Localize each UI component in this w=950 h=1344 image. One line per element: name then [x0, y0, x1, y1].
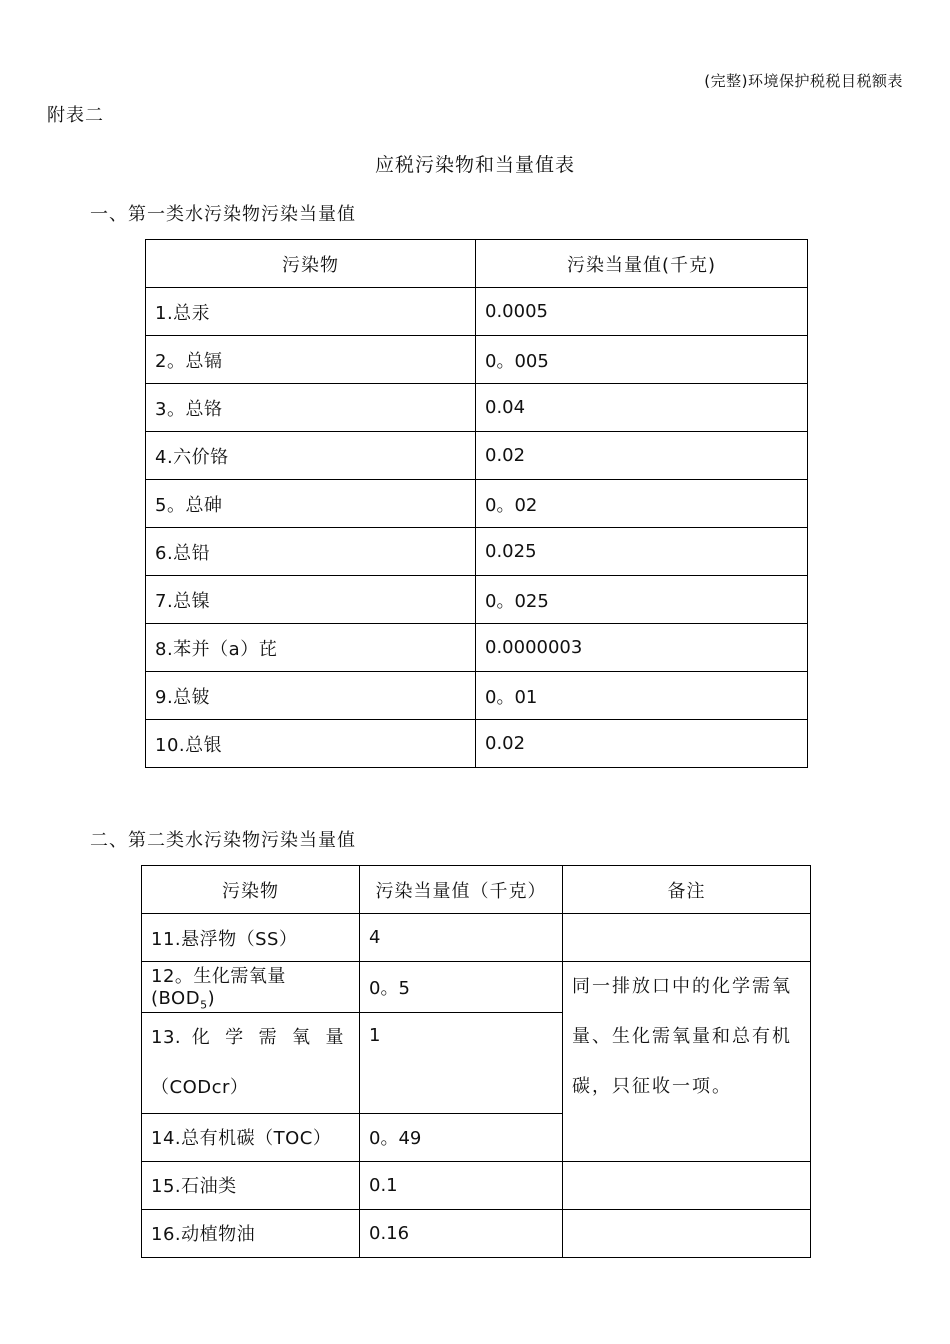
equivalent-value: 0。025 [476, 576, 808, 624]
equivalent-value: 0.04 [476, 384, 808, 432]
equivalent-value: 0.02 [476, 432, 808, 480]
equivalent-value: 0.1 [360, 1161, 563, 1209]
table-row [142, 1161, 811, 1209]
table-row [146, 672, 808, 720]
equivalent-value: 0。01 [476, 672, 808, 720]
pollutant-name: 15.石油类 [142, 1161, 360, 1209]
pollutant-name-line1: 13. 化 学 需 氧 量 [151, 1026, 344, 1048]
pollutant-name-text: 12。生化需氧量(BOD [151, 966, 286, 1009]
pollutant-name: 7.总镍 [146, 576, 476, 624]
equivalent-value: 0.16 [360, 1209, 563, 1257]
remarks-note: 同一排放口中的化学需氧量、生化需氧量和总有机碳，只征收一项。 [563, 962, 811, 1162]
pollutant-name-tail: ) [207, 988, 216, 1009]
pollutant-name [142, 1012, 360, 1113]
section1-heading: 一、第一类水污染物污染当量值 [90, 204, 356, 225]
pollutant-name: 8.苯并（a）芘 [146, 624, 476, 672]
pollutant-name: 3。总铬 [146, 384, 476, 432]
pollutant-name: 16.动植物油 [142, 1209, 360, 1257]
pollutant-name: 5。总砷 [146, 480, 476, 528]
column-header-pollutant: 污染物 [142, 866, 360, 914]
table-row [146, 336, 808, 384]
table-header-row [142, 866, 811, 914]
pollutant-name: 2。总镉 [146, 336, 476, 384]
pollutant-name-line2: （CODcr） [151, 1076, 249, 1098]
equivalent-value: 1 [360, 1012, 563, 1113]
pollutant-name: 1.总汞 [146, 288, 476, 336]
pollutant-name-subscript: 5 [200, 998, 208, 1012]
equivalent-value: 0.0000003 [476, 624, 808, 672]
table-header-row [146, 240, 808, 288]
pollutant-name: 9.总铍 [146, 672, 476, 720]
table-row [142, 914, 811, 962]
column-header-equivalent: 污染当量值（千克） [360, 866, 563, 914]
equivalent-value: 4 [360, 914, 563, 962]
page-title: 应税污染物和当量值表 [374, 154, 575, 176]
pollutant-name: 11.悬浮物（SS） [142, 914, 360, 962]
equivalent-value: 0。5 [360, 962, 563, 1013]
table-row [146, 480, 808, 528]
class2-pollutant-table [141, 865, 811, 1258]
remarks-cell-empty [563, 1209, 811, 1257]
equivalent-value: 0.0005 [476, 288, 808, 336]
equivalent-value: 0。005 [476, 336, 808, 384]
pollutant-name: 6.总铅 [146, 528, 476, 576]
table-row [146, 432, 808, 480]
table-row [142, 962, 811, 1013]
class1-pollutant-table [145, 239, 808, 768]
equivalent-value: 0.02 [476, 720, 808, 768]
table-row [146, 288, 808, 336]
table-row [142, 1209, 811, 1257]
table-row [146, 384, 808, 432]
pollutant-name: 4.六价铬 [146, 432, 476, 480]
equivalent-value: 0。02 [476, 480, 808, 528]
column-header-pollutant: 污染物 [146, 240, 476, 288]
section2-heading: 二、第二类水污染物污染当量值 [90, 830, 356, 851]
pollutant-name [142, 962, 360, 1013]
remarks-cell-empty [563, 914, 811, 962]
table-row [146, 720, 808, 768]
column-header-remarks: 备注 [563, 866, 811, 914]
appendix-label: 附表二 [47, 105, 104, 126]
pollutant-name: 10.总银 [146, 720, 476, 768]
table-row [146, 528, 808, 576]
document-header-title: (完整)环境保护税税目税额表 [704, 72, 903, 90]
pollutant-name: 14.总有机碳（TOC） [142, 1113, 360, 1161]
equivalent-value: 0.025 [476, 528, 808, 576]
table-row [146, 624, 808, 672]
column-header-equivalent: 污染当量值(千克) [476, 240, 808, 288]
equivalent-value: 0。49 [360, 1113, 563, 1161]
remarks-cell-empty [563, 1161, 811, 1209]
table-row [146, 576, 808, 624]
